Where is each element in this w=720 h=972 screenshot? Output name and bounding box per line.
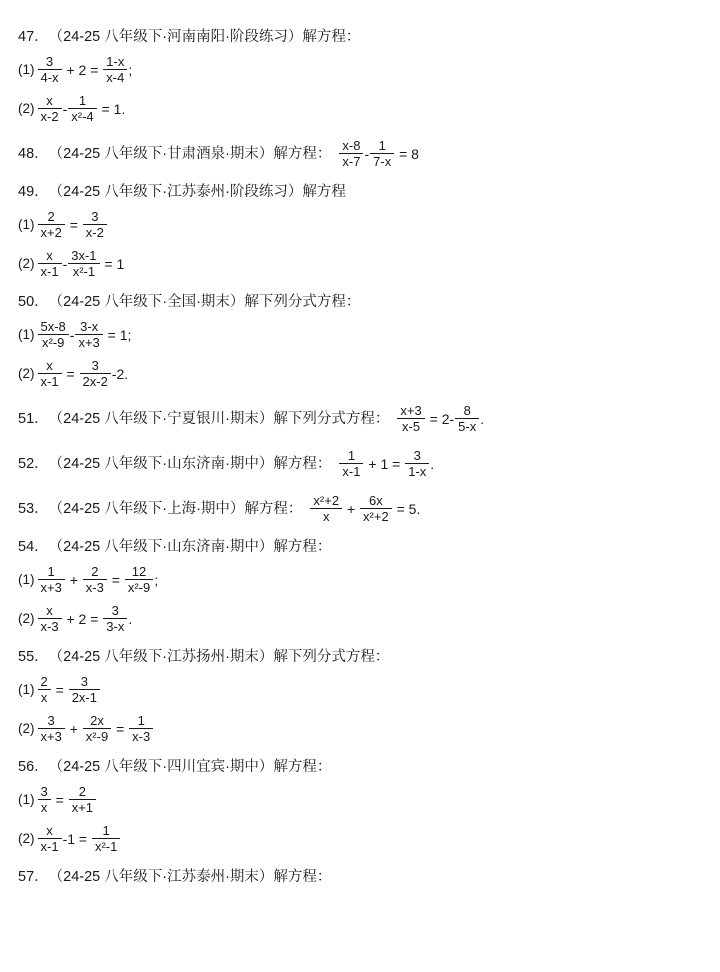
equation-line [18, 209, 700, 240]
numerator: 1 [370, 138, 394, 154]
part-equation [37, 603, 133, 634]
fraction [125, 564, 153, 595]
problem-item [18, 493, 700, 524]
numerator: 1 [38, 564, 65, 580]
part-label: (2) [18, 721, 35, 736]
problem-header [18, 183, 700, 201]
problem-title: （24-25 八年级下·山东济南·期中）解方程： [48, 539, 332, 555]
part-equation [37, 823, 122, 854]
numerator: 3 [69, 674, 100, 690]
problem-item [18, 868, 700, 886]
problem-number: 53． [18, 500, 49, 517]
problem-number: 48． [18, 145, 49, 162]
problem-header [18, 868, 700, 886]
denominator: x [40, 690, 48, 705]
numerator: 3x-1 [68, 248, 99, 264]
numerator: 3 [103, 603, 127, 619]
worksheet-page [18, 28, 700, 972]
math-text: = 5. [392, 500, 421, 517]
problem-item [18, 138, 700, 169]
inline-equation [309, 493, 420, 524]
fraction [83, 713, 111, 744]
equation-line [18, 784, 700, 815]
problem-header [18, 758, 700, 776]
part-label: (1) [18, 792, 35, 807]
numerator: 3 [38, 713, 65, 729]
problem-number: 54． [18, 539, 49, 555]
numerator: x+3 [397, 403, 424, 419]
part-label: (1) [18, 572, 35, 587]
fraction [38, 713, 65, 744]
math-text: ; [154, 571, 159, 588]
fraction [405, 448, 429, 479]
problem-title: （24-25 八年级下·全国·期末）解下列分式方程： [48, 294, 361, 310]
problem-header [18, 448, 700, 479]
math-text: = 1; [103, 326, 132, 343]
denominator: x+3 [40, 580, 62, 595]
problem-title: （24-25 八年级下·甘肃酒泉·期末）解方程： [48, 145, 332, 162]
fraction [38, 784, 51, 815]
math-text: = 8 [395, 145, 419, 162]
numerator: 2 [83, 564, 107, 580]
problem-title: （24-25 八年级下·河南南阳·阶段练习）解方程： [48, 29, 361, 45]
denominator: 5-x [458, 419, 477, 434]
math-text: = 1. [97, 100, 126, 117]
denominator: x²-9 [41, 335, 65, 350]
part-equation [37, 358, 129, 389]
part-equation [37, 674, 102, 705]
part-equation [37, 713, 155, 744]
problem-number: 49． [18, 184, 49, 200]
equation-line [18, 319, 700, 350]
part-label: (1) [18, 217, 35, 232]
numerator: 3 [83, 209, 107, 225]
denominator: 2x-2 [82, 374, 108, 389]
numerator: 1 [68, 93, 96, 109]
fraction [397, 403, 424, 434]
fraction [38, 93, 62, 124]
denominator: x-1 [40, 839, 59, 854]
part-label: (2) [18, 831, 35, 846]
part-equation [37, 564, 159, 595]
part-label: (2) [18, 366, 35, 381]
numerator: x [38, 603, 62, 619]
part-label: (2) [18, 256, 35, 271]
fraction [360, 493, 392, 524]
problem-item [18, 293, 700, 389]
numerator: x [38, 248, 62, 264]
numerator: 5x-8 [38, 319, 69, 335]
math-text: - [69, 326, 75, 343]
fraction [129, 713, 153, 744]
problem-header [18, 648, 700, 666]
denominator: x-7 [342, 154, 361, 169]
problem-number: 55． [18, 649, 49, 665]
math-text: = 1 [100, 255, 125, 272]
problem-header [18, 293, 700, 311]
math-text: = [62, 365, 79, 382]
math-text: -1 = [62, 830, 91, 847]
problem-title: （24-25 八年级下·江苏扬州·期末）解下列分式方程： [48, 649, 390, 665]
math-text: + [65, 571, 82, 588]
part-label: (1) [18, 327, 35, 342]
part-label: (1) [18, 62, 35, 77]
problem-item [18, 648, 700, 744]
inline-equation [396, 403, 484, 434]
equation-line [18, 358, 700, 389]
fraction [38, 248, 62, 279]
equation-line [18, 713, 700, 744]
fraction [38, 603, 62, 634]
problem-header [18, 538, 700, 556]
math-text: - [364, 145, 370, 162]
denominator: x-2 [40, 109, 59, 124]
fraction [92, 823, 120, 854]
numerator: x [38, 358, 62, 374]
problem-header [18, 28, 700, 46]
numerator: 2 [38, 674, 51, 690]
numerator: 8 [455, 403, 479, 419]
numerator: 3 [405, 448, 429, 464]
math-text: + 2 = [62, 610, 103, 627]
denominator: x+2 [40, 225, 62, 240]
denominator: x²+2 [363, 509, 389, 524]
math-text: . [430, 455, 435, 472]
numerator: 1 [92, 823, 120, 839]
part-label: (2) [18, 611, 35, 626]
denominator: x-5 [402, 419, 421, 434]
problem-item [18, 758, 700, 854]
equation-line [18, 54, 700, 85]
denominator: x [323, 509, 330, 524]
fraction [455, 403, 479, 434]
fraction [38, 358, 62, 389]
part-equation [37, 54, 133, 85]
numerator: 2 [69, 784, 96, 800]
problem-title: （24-25 八年级下·上海·期中）解方程： [48, 500, 303, 517]
numerator: 1-x [103, 54, 127, 70]
fraction [103, 603, 127, 634]
numerator: 3 [38, 784, 51, 800]
fraction [69, 784, 96, 815]
part-equation [37, 784, 98, 815]
fraction [339, 448, 363, 479]
problem-item [18, 183, 700, 279]
denominator: 3-x [106, 619, 125, 634]
numerator: 3 [38, 54, 62, 70]
problem-number: 52． [18, 455, 49, 472]
math-text: - [62, 100, 68, 117]
fraction [339, 138, 363, 169]
denominator: 1-x [408, 464, 427, 479]
equation-line [18, 603, 700, 634]
denominator: x-3 [40, 619, 59, 634]
problem-title: （24-25 八年级下·宁夏银川·期末）解下列分式方程： [48, 410, 390, 427]
numerator: 3-x [75, 319, 102, 335]
fraction [68, 93, 96, 124]
denominator: x+3 [40, 729, 62, 744]
part-equation [37, 319, 132, 350]
problem-item [18, 403, 700, 434]
problem-item [18, 448, 700, 479]
fraction [83, 209, 107, 240]
denominator: x²-1 [72, 264, 96, 279]
problem-number: 57． [18, 869, 49, 885]
fraction [83, 564, 107, 595]
denominator: x²-9 [85, 729, 109, 744]
denominator: 4-x [40, 70, 59, 85]
numerator: 1 [339, 448, 363, 464]
math-text: = [51, 791, 68, 808]
numerator: 1 [129, 713, 153, 729]
fraction [75, 319, 102, 350]
equation-line [18, 823, 700, 854]
denominator: x+1 [71, 800, 94, 815]
denominator: x-2 [85, 225, 104, 240]
problem-item [18, 538, 700, 634]
problem-title: （24-25 八年级下·江苏泰州·期末）解方程： [48, 869, 332, 885]
math-text: -2. [111, 365, 129, 382]
numerator: 6x [360, 493, 392, 509]
fraction [69, 674, 100, 705]
fraction [38, 54, 62, 85]
problem-title: （24-25 八年级下·江苏泰州·阶段练习）解方程 [48, 184, 346, 200]
math-text: = 2- [425, 410, 455, 427]
math-text: + 2 = [62, 61, 103, 78]
math-text: . [480, 410, 485, 427]
fraction [38, 823, 62, 854]
fraction [68, 248, 99, 279]
math-text: ; [128, 61, 133, 78]
numerator: x [38, 823, 62, 839]
denominator: x+3 [78, 335, 100, 350]
problem-list [18, 28, 700, 886]
denominator: 2x-1 [71, 690, 97, 705]
equation-line [18, 248, 700, 279]
fraction [38, 564, 65, 595]
math-text: + 1 = [364, 455, 405, 472]
fraction [38, 209, 65, 240]
part-equation [37, 93, 126, 124]
problem-title: （24-25 八年级下·山东济南·期中）解方程： [48, 455, 332, 472]
problem-number: 47． [18, 29, 49, 45]
math-text: + [343, 500, 360, 517]
denominator: 7-x [373, 154, 392, 169]
math-text: + [65, 720, 82, 737]
fraction [103, 54, 127, 85]
denominator: x²-1 [94, 839, 118, 854]
denominator: x-1 [40, 264, 59, 279]
denominator: x-1 [40, 374, 59, 389]
math-text: = [51, 681, 68, 698]
fraction [370, 138, 394, 169]
part-label: (2) [18, 101, 35, 116]
fraction [38, 674, 51, 705]
numerator: x²+2 [310, 493, 342, 509]
fraction [310, 493, 342, 524]
problem-number: 50． [18, 294, 49, 310]
math-text: - [62, 255, 68, 272]
denominator: x [40, 800, 48, 815]
problem-header [18, 403, 700, 434]
problem-number: 51． [18, 410, 49, 427]
math-text: = [112, 720, 129, 737]
equation-line [18, 93, 700, 124]
denominator: x²-4 [71, 109, 94, 124]
problem-title: （24-25 八年级下·四川宜宾·期中）解方程： [48, 759, 332, 775]
problem-number: 56． [18, 759, 49, 775]
inline-equation [338, 448, 434, 479]
math-text: . [128, 610, 133, 627]
part-equation [37, 209, 108, 240]
numerator: 2x [83, 713, 111, 729]
equation-line [18, 674, 700, 705]
denominator: x²-9 [127, 580, 151, 595]
denominator: x-1 [342, 464, 361, 479]
fraction [80, 358, 111, 389]
fraction [38, 319, 69, 350]
numerator: x-8 [339, 138, 363, 154]
numerator: 12 [125, 564, 153, 580]
numerator: 3 [80, 358, 111, 374]
denominator: x-3 [132, 729, 151, 744]
problem-header [18, 493, 700, 524]
denominator: x-4 [106, 70, 125, 85]
numerator: 2 [38, 209, 65, 225]
denominator: x-3 [85, 580, 104, 595]
math-text: = [107, 571, 124, 588]
math-text: = [65, 216, 82, 233]
equation-line [18, 564, 700, 595]
problem-item [18, 28, 700, 124]
part-label: (1) [18, 682, 35, 697]
part-equation [37, 248, 125, 279]
inline-equation [338, 138, 419, 169]
problem-header [18, 138, 700, 169]
numerator: x [38, 93, 62, 109]
